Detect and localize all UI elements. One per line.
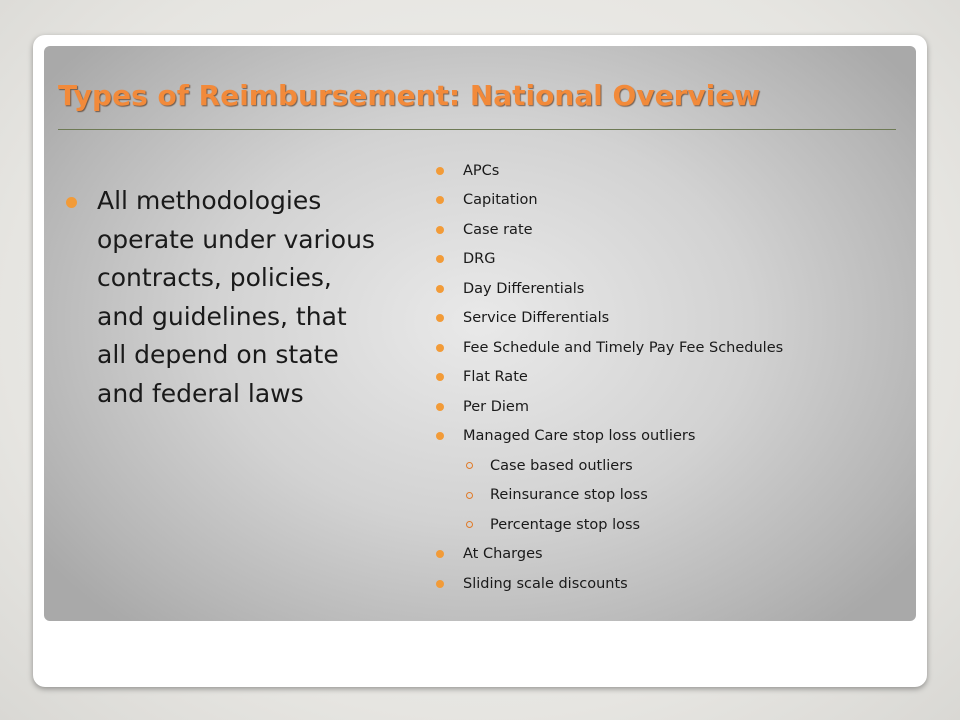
reimbursement-types-list bbox=[436, 156, 906, 599]
list-item-text: Service Differentials bbox=[463, 310, 610, 327]
orange-dot-bullet-icon bbox=[436, 285, 444, 293]
list-item-text: Case based outliers bbox=[490, 457, 633, 474]
list-item-text: Fee Schedule and Timely Pay Fee Schedules bbox=[463, 339, 784, 356]
hollow-circle-bullet-icon bbox=[466, 492, 473, 499]
list-item-text: At Charges bbox=[463, 546, 543, 563]
sub-list-item bbox=[436, 451, 906, 481]
slide-title: Types of Reimbursement: National Overview bbox=[58, 79, 761, 112]
list-item-text: Flat Rate bbox=[463, 369, 528, 386]
orange-dot-bullet-icon bbox=[436, 550, 444, 558]
list-item-text: Managed Care stop loss outliers bbox=[463, 428, 696, 445]
list-item bbox=[436, 569, 906, 599]
list-item bbox=[436, 422, 906, 452]
hollow-circle-bullet-icon bbox=[466, 462, 473, 469]
list-item bbox=[436, 363, 906, 393]
list-item-text: Per Diem bbox=[463, 398, 529, 415]
orange-dot-bullet-icon bbox=[436, 196, 444, 204]
left-text-column bbox=[66, 182, 386, 413]
orange-dot-bullet-icon bbox=[436, 373, 444, 381]
list-item-text: Sliding scale discounts bbox=[463, 575, 628, 592]
sub-list-item bbox=[436, 481, 906, 511]
orange-dot-bullet-icon bbox=[436, 226, 444, 234]
list-item bbox=[436, 245, 906, 275]
list-item bbox=[436, 215, 906, 245]
orange-dot-bullet-icon bbox=[66, 197, 77, 208]
orange-dot-bullet-icon bbox=[436, 314, 444, 322]
list-item bbox=[436, 392, 906, 422]
title-divider bbox=[58, 129, 896, 130]
orange-dot-bullet-icon bbox=[436, 344, 444, 352]
orange-dot-bullet-icon bbox=[436, 403, 444, 411]
left-bullet-item bbox=[66, 182, 386, 413]
orange-dot-bullet-icon bbox=[436, 580, 444, 588]
list-item bbox=[436, 156, 906, 186]
hollow-circle-bullet-icon bbox=[466, 521, 473, 528]
list-item bbox=[436, 333, 906, 363]
orange-dot-bullet-icon bbox=[436, 167, 444, 175]
list-item-text: DRG bbox=[463, 251, 496, 268]
list-item-text: Case rate bbox=[463, 221, 533, 238]
list-item-text: Day Differentials bbox=[463, 280, 585, 297]
list-item bbox=[436, 540, 906, 570]
list-item-text: Capitation bbox=[463, 192, 538, 209]
sub-list-item bbox=[436, 510, 906, 540]
left-bullet-text: All methodologies operate under various contracts, policies, and guidelines, that all depend on state and federal laws bbox=[97, 186, 375, 408]
list-item bbox=[436, 274, 906, 304]
list-item-text: Percentage stop loss bbox=[490, 516, 641, 533]
list-item-text: APCs bbox=[463, 162, 500, 179]
list-item bbox=[436, 186, 906, 216]
orange-dot-bullet-icon bbox=[436, 432, 444, 440]
list-item bbox=[436, 304, 906, 334]
slide-content-panel bbox=[44, 46, 916, 621]
list-item-text: Reinsurance stop loss bbox=[490, 487, 648, 504]
orange-dot-bullet-icon bbox=[436, 255, 444, 263]
